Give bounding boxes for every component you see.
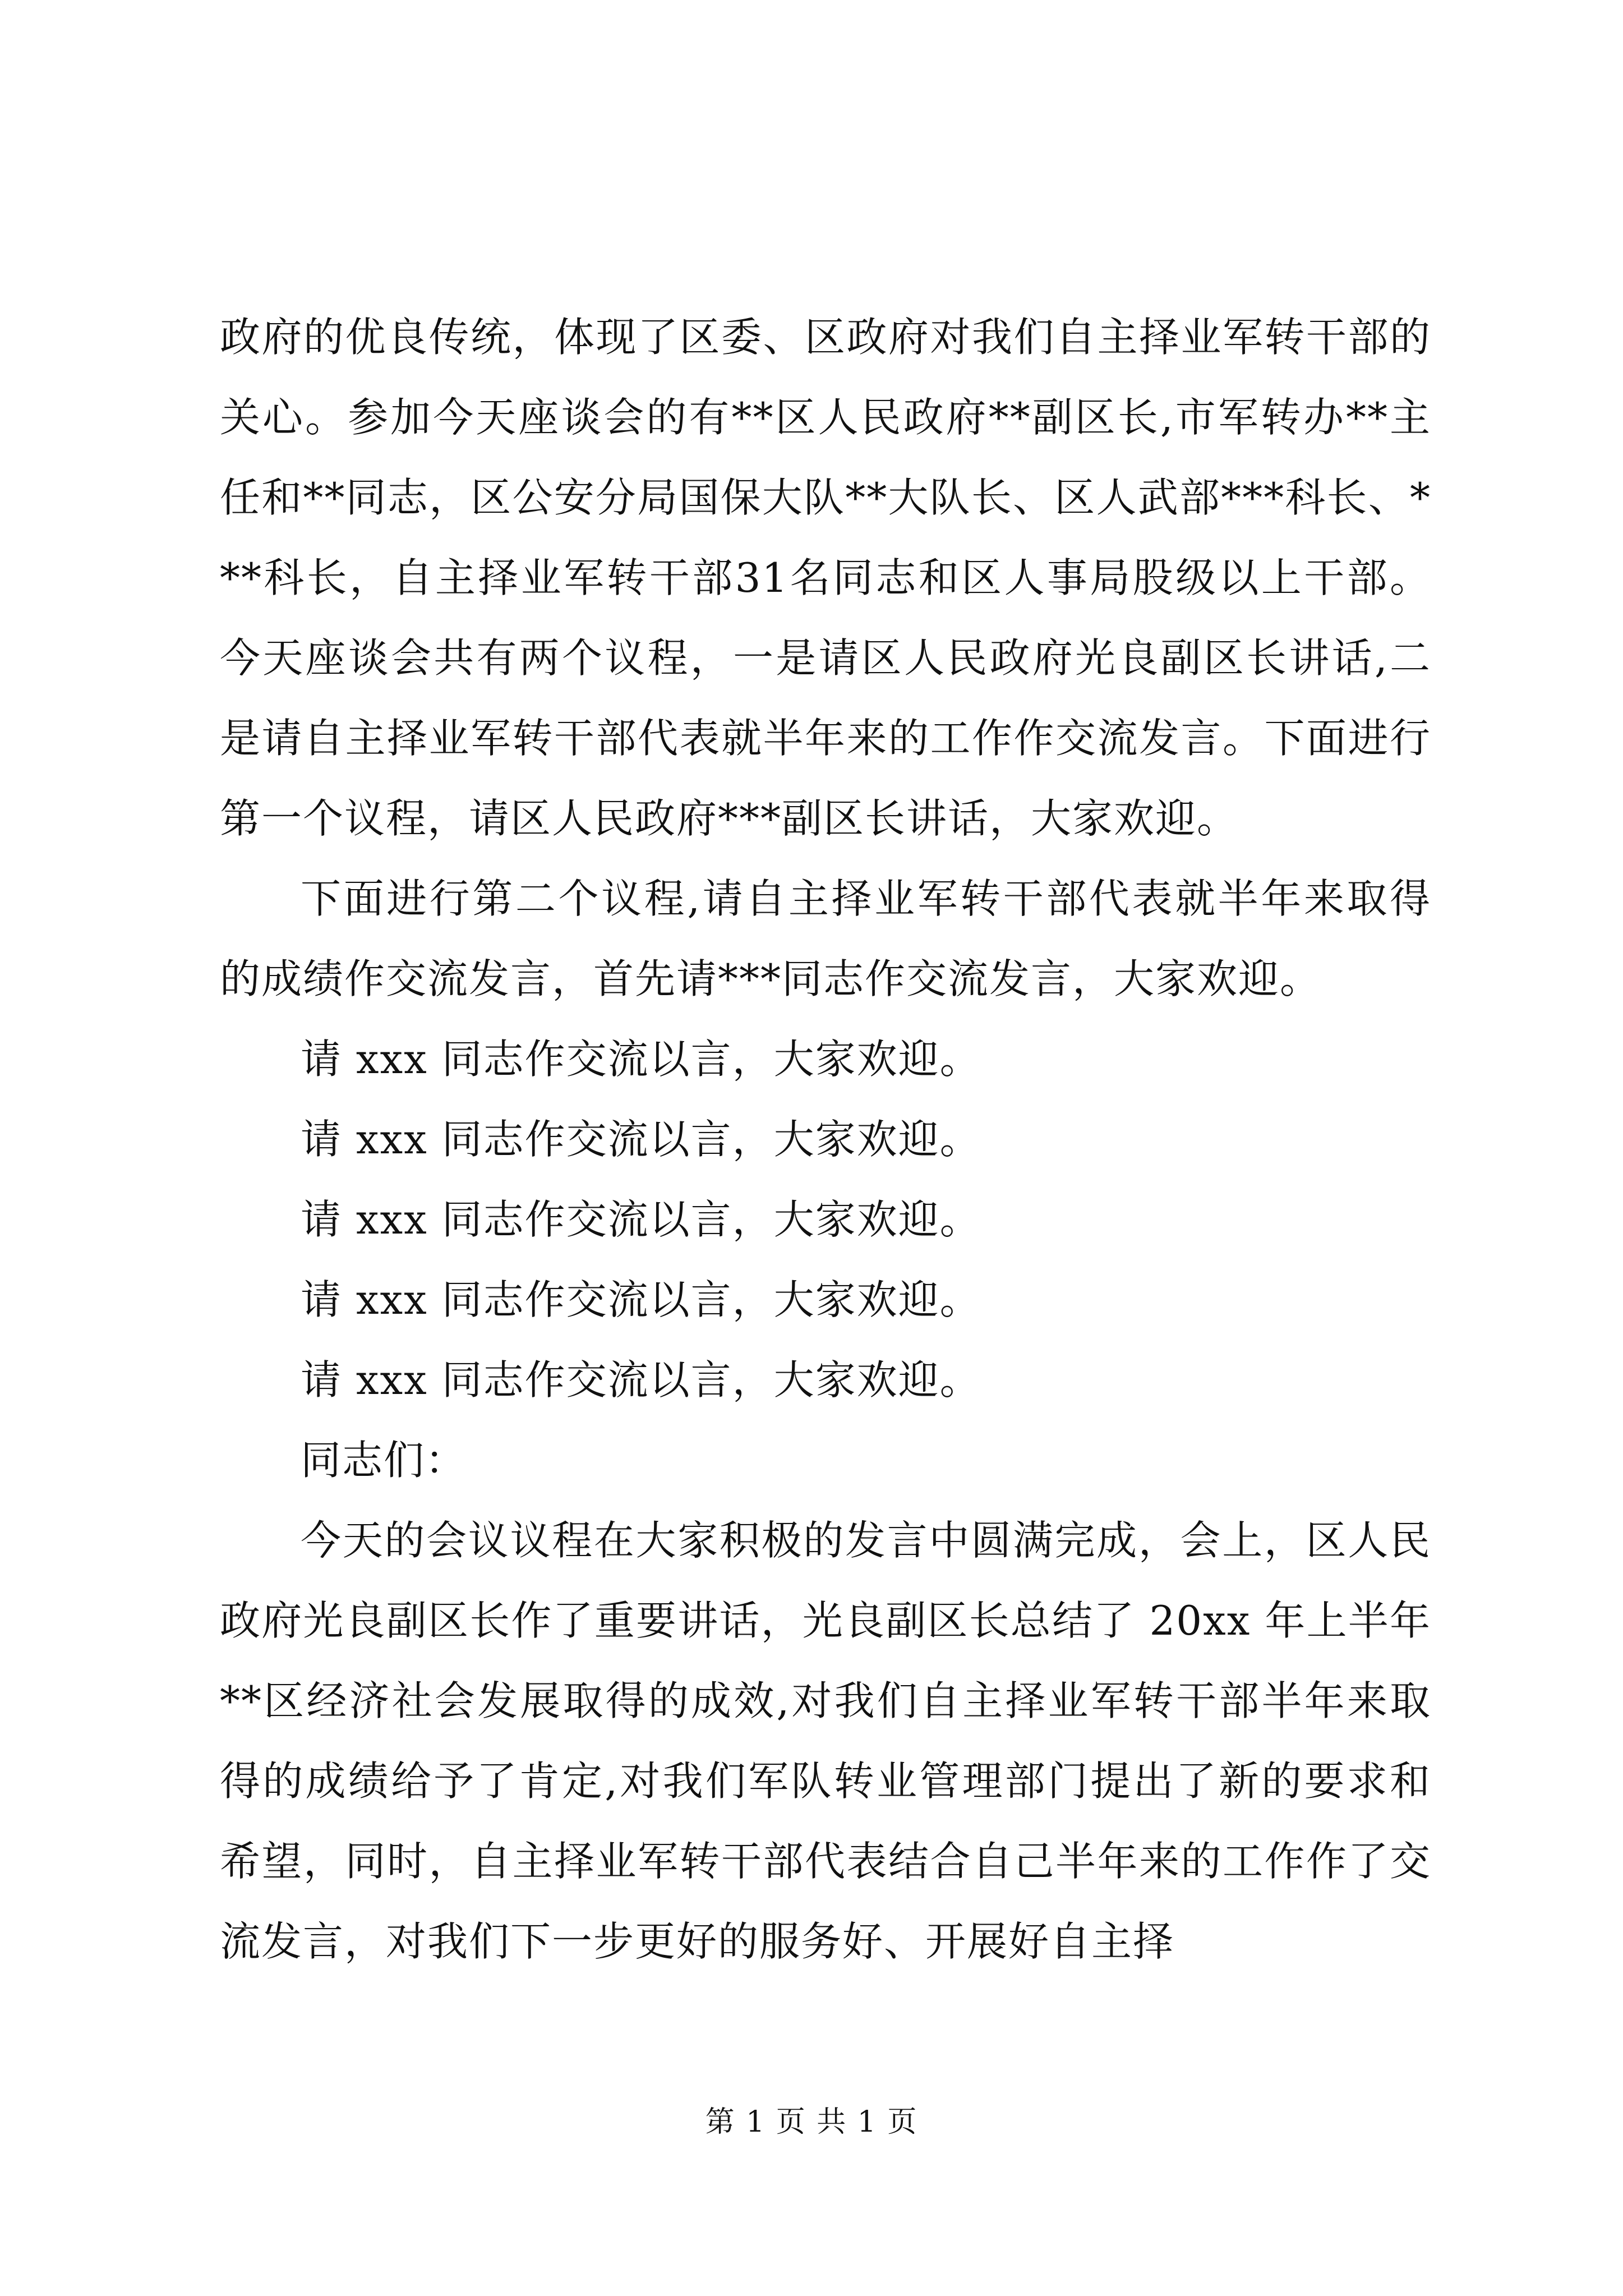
paragraph-invite-4: 请 xxx 同志作交流以言，大家欢迎。: [301, 1276, 981, 1323]
paragraph-invite-2: 请 xxx 同志作交流以言，大家欢迎。: [301, 1116, 981, 1163]
paragraph-invite-1: 请 xxx 同志作交流以言，大家欢迎。: [301, 1036, 981, 1083]
paragraph-invite-5: 请 xxx 同志作交流以言，大家欢迎。: [301, 1356, 981, 1404]
page-footer: 第 1 页 共 1 页: [705, 2105, 918, 2139]
paragraph-second-agenda: 下面进行第二个议程,请自主择业军转干部代表就半年来取得的成绩作交流发言，首先请***同志作交流发言，大家欢迎。: [220, 875, 1431, 1002]
paragraph-summary: 今天的会议议程在大家积极的发言中圆满完成，会上，区人民政府光良副区长作了重要讲话，光良副区长总结了 20xx 年上半年**区经济社会发展取得的成效,对我们自主择业军转干部半年来取得的成绩给予了肯定,对我们军队转业管理部门提出了新的要求和希望，同时，自主择业军转干部代表结合自己半年来的工作作了交流发言，对我们下一步更好的服务好、开展好自主择: [220, 1517, 1431, 1965]
document-body: [220, 297, 1431, 1982]
paragraph-invite-3: 请 xxx 同志作交流以言，大家欢迎。: [301, 1196, 981, 1243]
paragraph-opening: 政府的优良传统，体现了区委、区政府对我们自主择业军转干部的关心。参加今天座谈会的有**区人民政府**副区长,市军转办**主任和**同志，区公安分局国保大队**大队长、区人武部***科长、***科长，自主择业军转干部31名同志和区人事局股级以上干部。今天座谈会共有两个议程，一是请区人民政府光良副区长讲话,二是请自主择业军转干部代表就半年来的工作作交流发言。下面进行第一个议程，请区人民政府***副区长讲话，大家欢迎。: [220, 314, 1431, 842]
paragraph-salutation: 同志们：: [301, 1437, 467, 1484]
